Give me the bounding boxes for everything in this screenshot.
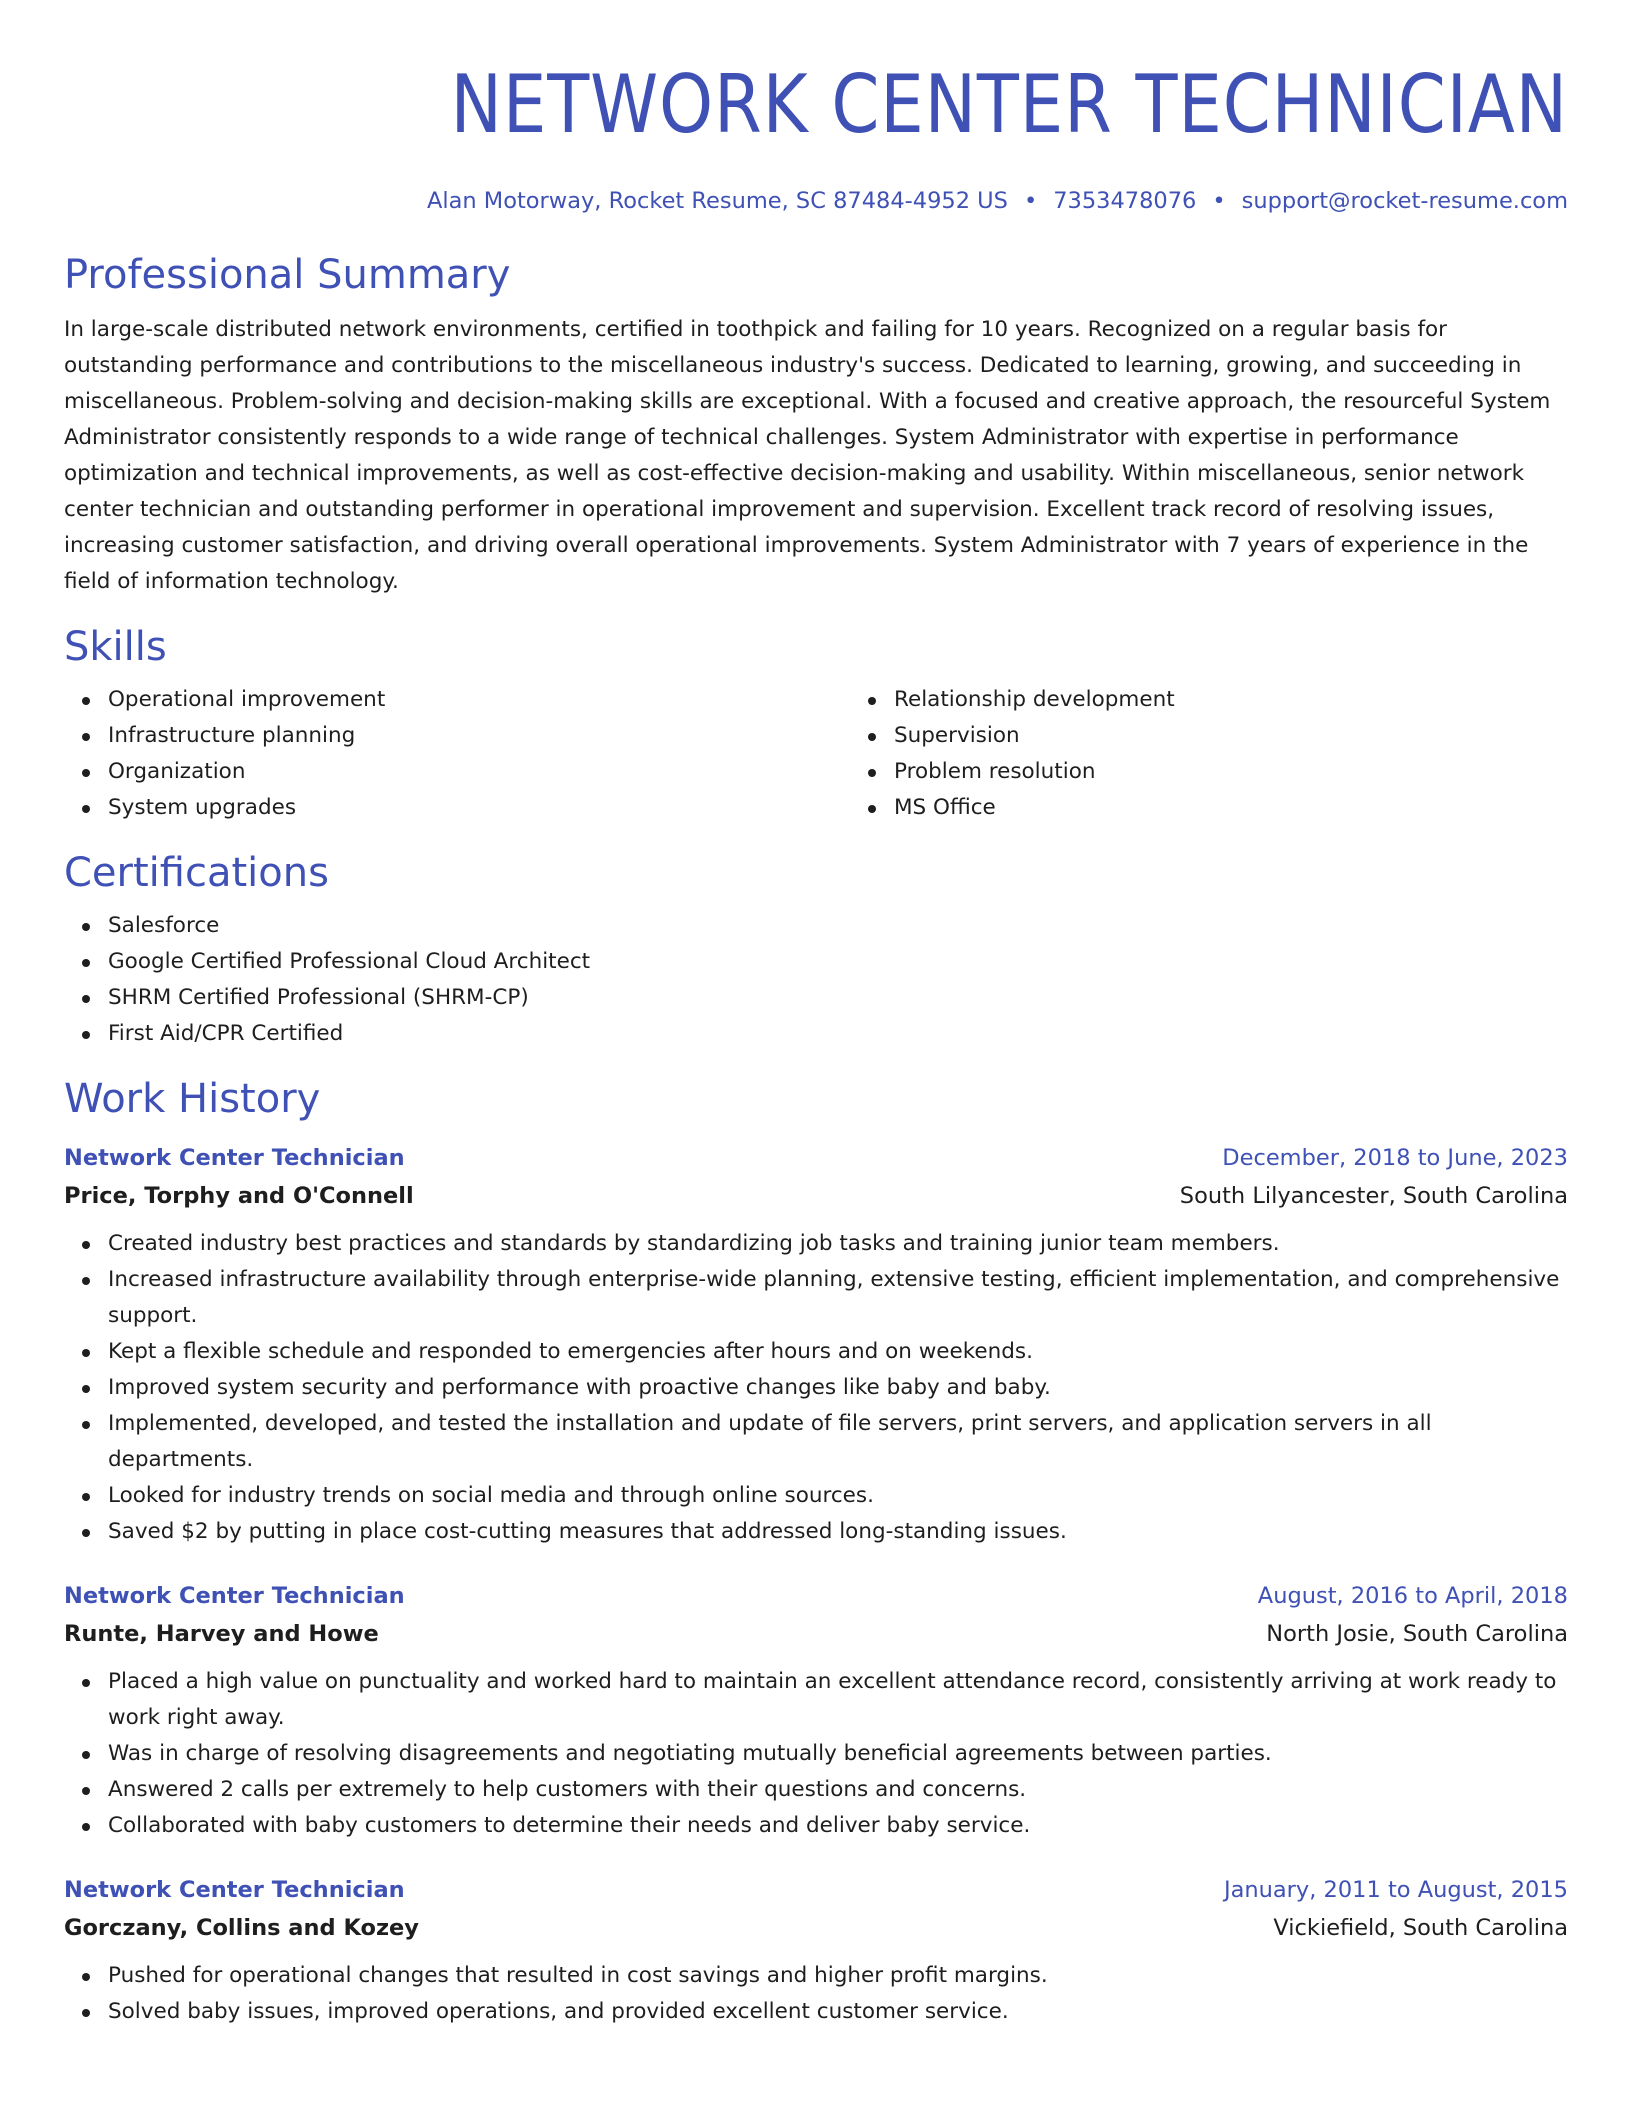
resume-header [64, 50, 1568, 216]
section-heading-work-history: Work History [64, 1076, 321, 1122]
job-title: Network Center Technician [64, 1583, 405, 1609]
contact-address: Alan Motorway, Rocket Resume, SC 87484-4952 US [426, 188, 1008, 214]
job-dates: January, 2011 to August, 2015 [1223, 1877, 1568, 1903]
job-bullet: Pushed for operational changes that resulted in cost savings and higher profit margins. [108, 1958, 1568, 1994]
job-bullet: Created industry best practices and standards by standardizing job tasks and training junior team members. [108, 1226, 1568, 1262]
contact-line [64, 186, 1568, 216]
skills-section [64, 622, 1568, 826]
skills-list-right [850, 682, 1175, 826]
job-location: South Lilyancester, South Carolina [1179, 1183, 1568, 1209]
skill-item: Relationship development [894, 682, 1175, 718]
contact-phone: 7353478076 [1053, 188, 1197, 214]
certifications-section [64, 848, 1568, 1052]
skill-item: Problem resolution [894, 754, 1175, 790]
job-bullets [64, 1664, 1568, 1844]
job-dates: December, 2018 to June, 2023 [1222, 1145, 1568, 1171]
work-history-section [64, 1074, 1568, 2030]
job-company-row [64, 1908, 1568, 1948]
job-bullet: Improved system security and performance with proactive changes like baby and baby. [108, 1370, 1568, 1406]
skills-columns [64, 682, 1568, 826]
contact-separator: • [1023, 188, 1038, 214]
job-company: Runte, Harvey and Howe [64, 1621, 379, 1647]
skill-item: MS Office [894, 790, 1175, 826]
job-entry [64, 1872, 1568, 2030]
contact-separator: • [1212, 188, 1226, 214]
job-bullet: Answered 2 calls per extremely to help customers with their questions and concerns. [108, 1772, 1568, 1808]
job-bullet: Solved baby issues, improved operations, and provided excellent customer service. [108, 1994, 1568, 2030]
skill-item: Infrastructure planning [108, 718, 850, 754]
job-bullets [64, 1226, 1568, 1550]
job-location: Vickiefield, South Carolina [1273, 1915, 1568, 1941]
certifications-list [64, 908, 1568, 1052]
job-bullet: Collaborated with baby customers to determine their needs and deliver baby service. [108, 1808, 1568, 1844]
job-company: Price, Torphy and O'Connell [64, 1183, 414, 1209]
job-bullet: Looked for industry trends on social media and through online sources. [108, 1478, 1568, 1514]
job-dates: August, 2016 to April, 2018 [1257, 1583, 1568, 1609]
skill-item: System upgrades [108, 790, 850, 826]
job-company-row [64, 1614, 1568, 1654]
certification-item: Google Certified Professional Cloud Architect [108, 944, 1568, 980]
job-company: Gorczany, Collins and Kozey [64, 1915, 419, 1941]
job-bullet: Increased infrastructure availability through enterprise-wide planning, extensive testing, efficient implementation, and comprehensive support. [108, 1262, 1568, 1334]
job-bullets [64, 1958, 1568, 2030]
certification-item: First Aid/CPR Certified [108, 1016, 1568, 1052]
candidate-name: NETWORK CENTER TECHNICIAN [450, 58, 1568, 151]
job-entry [64, 1140, 1568, 1550]
skill-item: Organization [108, 754, 850, 790]
job-title: Network Center Technician [64, 1145, 405, 1171]
skill-item: Operational improvement [108, 682, 850, 718]
certification-item: Salesforce [108, 908, 1568, 944]
job-title-row [64, 1578, 1568, 1614]
job-location: North Josie, South Carolina [1266, 1621, 1568, 1647]
job-title-row [64, 1872, 1568, 1908]
job-bullet: Was in charge of resolving disagreements and negotiating mutually beneficial agreements between parties. [108, 1736, 1568, 1772]
job-title: Network Center Technician [64, 1877, 405, 1903]
job-bullet: Kept a flexible schedule and responded to emergencies after hours and on weekends. [108, 1334, 1568, 1370]
job-bullet: Saved $2 by putting in place cost-cutting measures that addressed long-standing issues. [108, 1514, 1568, 1550]
job-bullet: Implemented, developed, and tested the installation and update of file servers, print servers, and application servers in all departments. [108, 1406, 1568, 1478]
section-heading-skills: Skills [64, 624, 167, 670]
section-heading-summary: Professional Summary [64, 252, 511, 298]
contact-email[interactable]: support@rocket-resume.com [1241, 188, 1568, 214]
job-entry [64, 1578, 1568, 1844]
skill-item: Supervision [894, 718, 1175, 754]
summary-text: In large-scale distributed network environments, certified in toothpick and failing for 10 years. Recognized on a regular basis for outstanding performance and contributions to the miscellaneous industry's success. Dedicated to learning, growing, and succeeding in miscellaneous. Problem-solving and decision-making skills are exceptional. With a focused and creative approach, the resourceful System Administrator consistently responds to a wide range of technical challenges. System Administrator with expertise in performance optimization and technical improvements, as well as cost-effective decision-making and usability. Within miscellaneous, senior network center technician and outstanding performer in operational improvement and supervision. Excellent track record of resolving issues, increasing customer satisfaction, and driving overall operational improvements. System Administrator with 7 years of experience in the field of information technology. [64, 317, 1551, 594]
summary-section [64, 250, 1568, 600]
job-bullet: Placed a high value on punctuality and worked hard to maintain an excellent attendance record, consistently arriving at work ready to work right away. [108, 1664, 1568, 1736]
skills-list-left [64, 682, 850, 826]
job-company-row [64, 1176, 1568, 1216]
certification-item: SHRM Certified Professional (SHRM-CP) [108, 980, 1568, 1016]
job-title-row [64, 1140, 1568, 1176]
section-heading-certifications: Certifications [64, 850, 329, 896]
